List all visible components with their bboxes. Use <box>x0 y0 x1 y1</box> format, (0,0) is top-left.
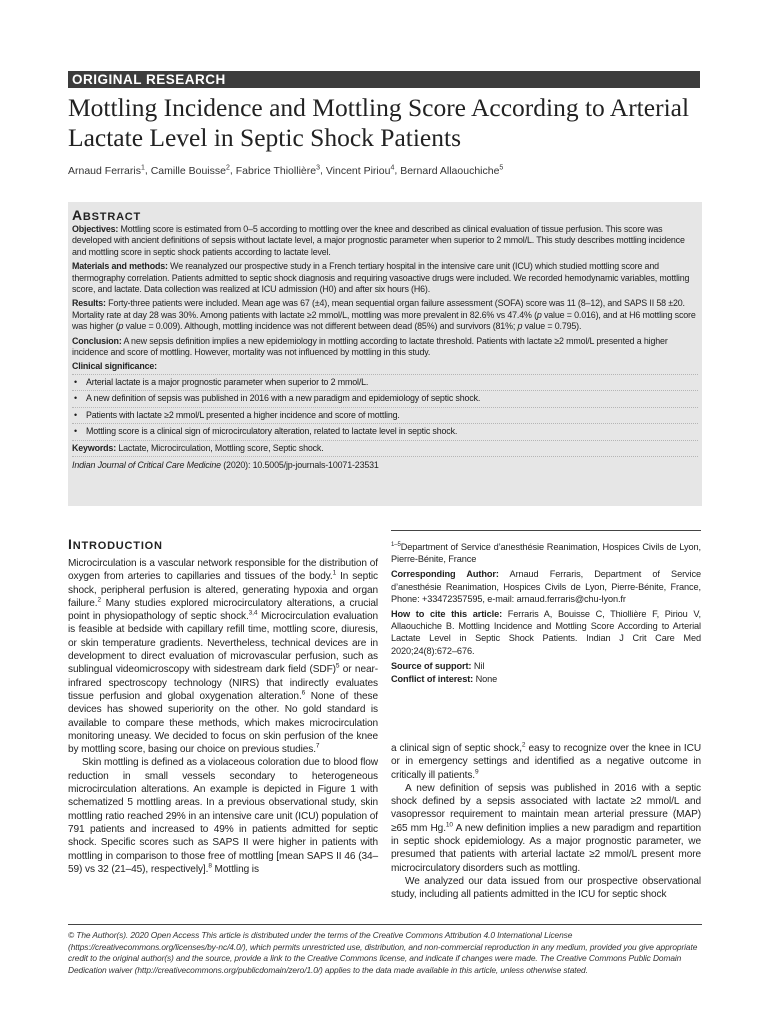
intro-paragraph-1: Microcirculation is a vascular network responsible for the distribution of oxygen from arteries to capillaries and tissues of the body.$^1$ In septic shock, peripheral perfusion is altered, generating hypoxia and organ failure.$^2$ Many studies explored microcirculatory alterations, a crucial point in physiopathology of septic shock.$^{3,4}$ Microcirculation evaluation is feasible at bedside with capillary refill time, mottling score, diuresis, or skin temperature gradients. Nevertheless, technical devices are in development to direct evaluation of microvascular perfusion, such as sublingual videomicroscopy with sidestream dark field (SDF)$^5$ or near-infrared spectroscopy technology (NIRS) that indirectly evaluates tissue perfusion and global oxygenation alteration.$^6$ None of these devices has showed superiority on the other. No gold standard is available to compare these methods, which makes microcirculation monitoring uneasy. We decided to focus on skin perfusion of the knee by mottling score, basing our choice on previous studies.$^7$ <box>68 558 378 756</box>
abstract-keywords: Keywords: Lactate, Microcirculation, Mottling score, Septic shock. <box>72 443 698 457</box>
corresponding-author: Corresponding Author: Arnaud Ferraris, Department of Service d’anesthésie Reanimation, Hospices Civils de Lyon, Pierre-Bénite, France, Phone: +33472357595, e-mail: arnaud.ferraris@chu-lyon.fr <box>391 569 701 604</box>
license-text: © The Author(s). 2020 Open Access This article is distributed under the terms of the Creative Commons Attribution 4.0 International License (https://creativecommons.org/licenses/by-nc/4.0/), which permits unrestricted use, distribution, and non-commercial reproduction in any medium, provided you give appropriate credit to the original author(s) and the source, provide a link to the Creative Commons license, and indicate if changes were made. The Creative Commons Public Domain Dedication waiver (http://creativecommons.org/publicdomain/zero/1.0/) applies to the data made available in this article, unless otherwise stated. <box>68 930 698 975</box>
abstract-significance-label: Clinical significance: <box>72 361 698 374</box>
list-item: • A new definition of sepsis was published in 2016 with a new paradigm and epidemiology of septic shock. <box>72 391 698 407</box>
source-of-support: Source of support: Nil <box>391 660 485 671</box>
abstract-conclusion: Conclusion: A new sepsis definition implies a new epidemiology in mottling according to lactate threshold. Patients with lactate ≥2 mmol/L presented a higher incidence and score of mottling. However, mortality was not influenced by mottling in this study. <box>72 335 668 358</box>
abstract-results: Results: Forty-three patients were included. Mean age was 67 (±4), mean sequential organ failure assessment (SOFA) score was 11 (8–12), and SAPS II 58 ±20. Mortality rate at day 28 was 30%. Among patients with lactate ≥2 mmol/L, mottling was more prevalent in 82.6% vs 47.4% (p value = 0.016), and at H6 mottling score was higher (p value = 0.009). Although, mottling incidence was not different between dead (85%) and survivors (81%; p value = 0.795). <box>72 298 696 332</box>
affiliation: $^{1-5}$Department of Service d’anesthésie Reanimation, Hospices Civils de Lyon, Pierre-Bénite, France <box>391 542 701 565</box>
list-item: • Arterial lactate is a major prognostic parameter when superior to 2 mmol/L. <box>72 375 698 391</box>
abstract-objectives: Objectives: Mottling score is estimated from 0–5 according to mottling over the knee and described as clinical evaluation of tissue perfusion. This score was developed with ancient definitions of sepsis without lactate level, a major prognostic parameter when superior to 2 mmol/L. This study describes mottling incidence and mottling score in septic shock patients according to lactate level. <box>72 224 685 257</box>
list-item: • Mottling score is a clinical sign of microcirculatory alteration, related to lactate level in septic shock. <box>72 424 698 440</box>
body-paragraph-2: A new definition of sepsis was published in 2016 with a septic shock defined by a sepsis associated with lactate ≥2 mmol/L and vasopressor requirement to maintain mean arterial pressure (MAP) ≥65 mm Hg.$^{10}$ A new definition implies a new paradigm and repartition in septic shock epidemiology. As a major prognostic parameter, we presumed that patients with arterial lactate ≥2 mmol/L present more microcirculatory disorders such as mottling. <box>391 782 701 874</box>
article-title: Mottling Incidence and Mottling Score According to Arterial Lactate Level in Septic Shock Patients <box>68 93 690 152</box>
author[interactable]: Vincent Piriou$^4$ <box>325 164 395 177</box>
author[interactable]: Arnaud Ferraris$^1$ <box>68 164 145 177</box>
significance-list <box>72 375 698 441</box>
author[interactable]: Fabrice Thiollière$^3$ <box>235 164 320 177</box>
right-column-affiliations <box>391 530 701 688</box>
section-banner: ORIGINAL RESEARCH <box>68 71 700 88</box>
body-paragraph-3: We analyzed our data issued from our prospective observational study, including all patients admitted in the ICU for septic shock <box>391 875 701 901</box>
intro-paragraph-2: Skin mottling is defined as a violaceous coloration due to blood flow reduction in small vessels secondary to heterogeneous microcirculation alterations. An example is depicted in Figure 1 with schematized 5 mottling areas. In a previous observational study, skin mottling ratio reached 29% in an intensive care unit (ICU) population of 791 patients and increased to 49% in patients admitted for septic shock. Specific scores such as SAPS II were higher in patients with mottling in comparison to those free of mottling [mean SAPS II 46 (34–59) vs 32 (21–45), respectively].$^8$ Mottling is <box>68 757 378 875</box>
how-to-cite: How to cite this article: Ferraris A, Bouisse C, Thiollière F, Piriou V, Allaouchiche B. Mottling Incidence and Mottling Score According to Arterial Lactate Level in Septic Shock Patients. Indian J Crit Care Med 2020;24(8):672–676. <box>391 609 701 656</box>
abstract-methods: Materials and methods: We reanalyzed our prospective study in a French tertiary hospital in the intensive care unit (ICU) which studied mottling score and thermography correlation. Patients admitted to septic shock diagnosis and requiring vasoactive drugs were included. We recorded hemodynamic variables, mottling score, and lactate. Data collection was realized at ICU admission (H0) and after six hours (H6). <box>72 261 690 295</box>
author-list: Arnaud Ferraris$^1$, Camille Bouisse$^2$, Fabrice Thiollière$^3$, Vincent Piriou$^4$, Bernard Allaouchiche$^5$ <box>68 164 504 177</box>
abstract-box <box>68 202 702 506</box>
author[interactable]: Camille Bouisse$^2$ <box>150 164 230 177</box>
list-item: • Patients with lactate ≥2 mmol/L presented a higher incidence and score of mottling. <box>72 408 698 424</box>
left-column <box>68 536 378 876</box>
license-footer <box>68 924 702 976</box>
author[interactable]: Bernard Allaouchiche$^5$ <box>400 164 504 177</box>
conflict-of-interest: Conflict of interest: None <box>391 674 498 685</box>
divider <box>391 530 701 531</box>
introduction-heading: INTRODUCTION <box>68 536 163 552</box>
abstract-heading: ABSTRACT <box>72 207 142 223</box>
right-column-body <box>391 742 701 902</box>
body-paragraph-1: a clinical sign of septic shock,$^2$ easy to recognize over the knee in ICU or in emergency settings and identified as a negative outcome in critically ill patients.$^9$ <box>391 741 702 781</box>
abstract-citation: Indian Journal of Critical Care Medicine (2020): 10.5005/jp-journals-10071-23531 <box>72 459 379 470</box>
